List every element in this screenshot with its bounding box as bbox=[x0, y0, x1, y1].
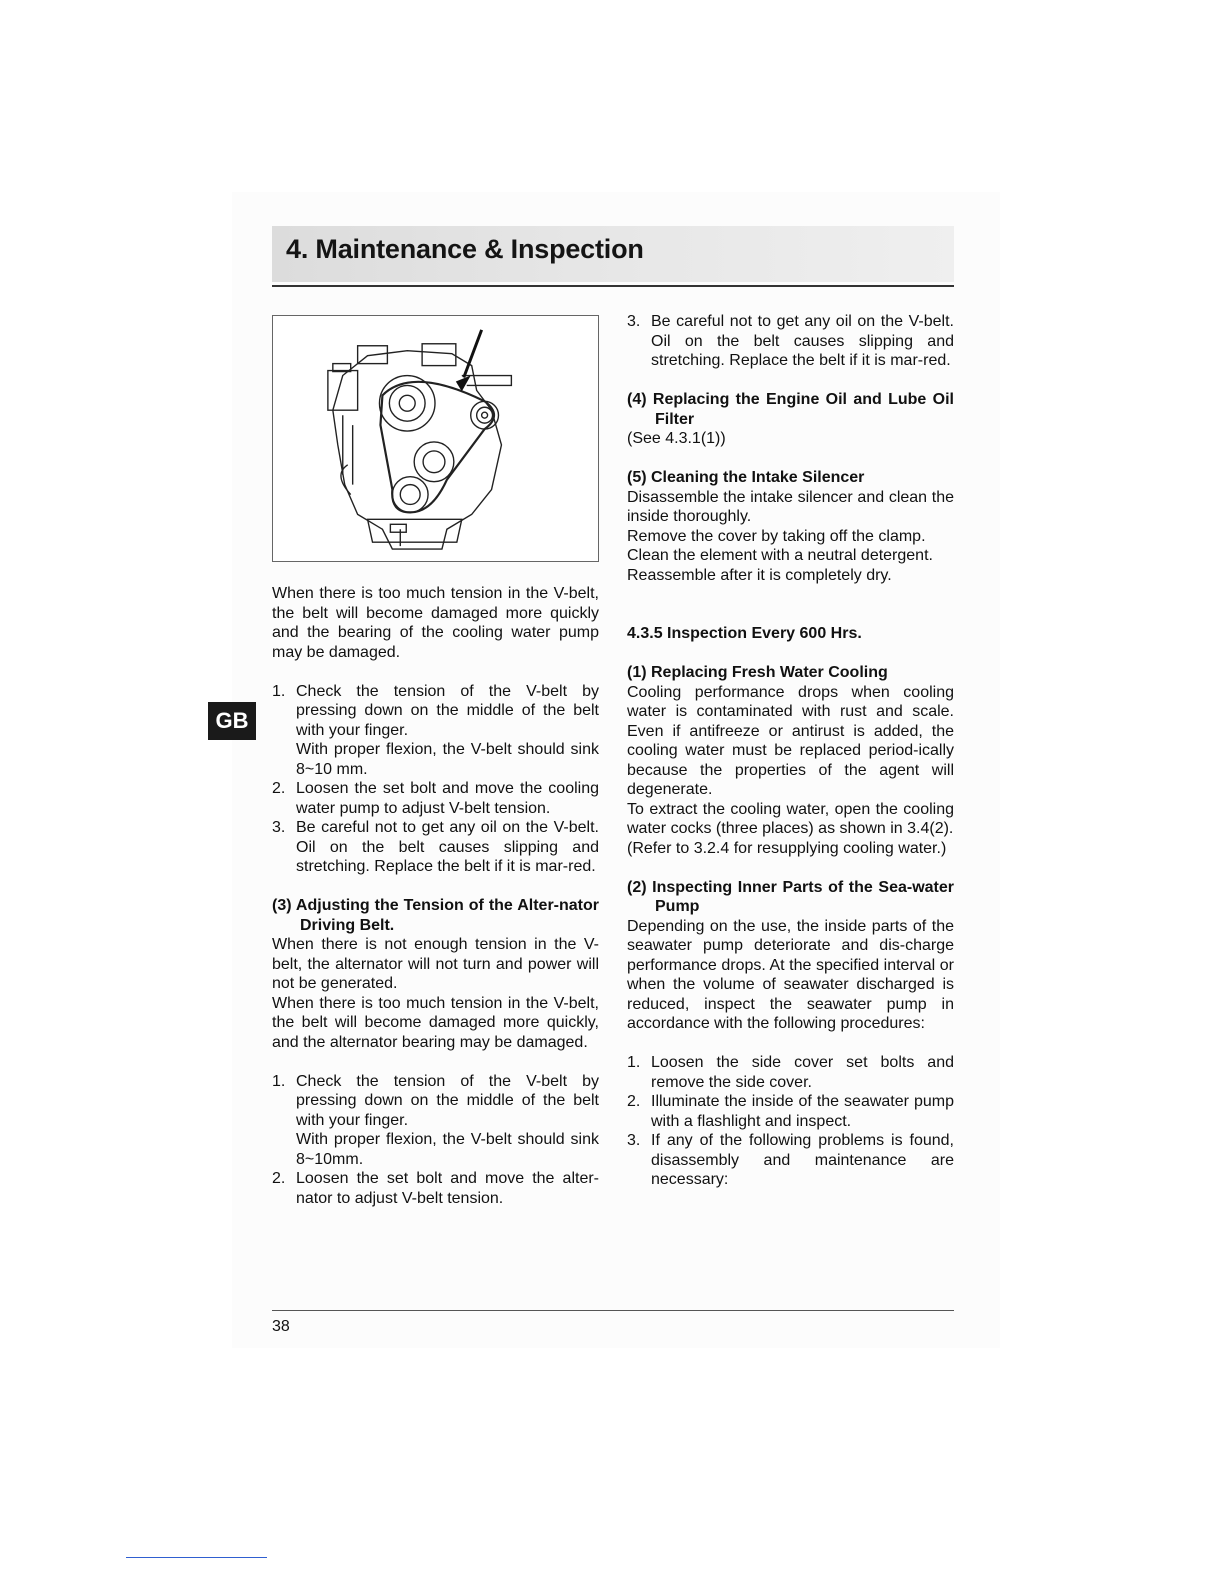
page-title: 4. Maintenance & Inspection bbox=[286, 234, 644, 264]
subsection-1-paragraph-1: Cooling performance drops when cooling water is contaminated with rust and scale. Even if antifreeze or antirust is added, the cooling water must be replaced period-ically because the properties of the agent will degenerate. bbox=[627, 683, 954, 798]
section-3-paragraph-1: When there is not enough tension in the V-belt, the alternator will not turn and power will not be generated. bbox=[272, 936, 599, 992]
list-item: 1. Check the tension of the V-belt by pressing down on the middle of the belt with your finger. With proper flexion, the V-belt should sink 8~10 mm. bbox=[272, 682, 599, 778]
section-5-paragraph-3: Clean the element with a neutral detergent. bbox=[627, 547, 933, 564]
footer-link-line bbox=[126, 1557, 267, 1558]
steps-list-c bbox=[627, 1053, 954, 1190]
list-item: 2. Loosen the set bolt and move the cooling water pump to adjust V-belt tension. bbox=[272, 780, 599, 817]
subsection-1-paragraph-3: (Refer to 3.2.4 for resupplying cooling water.) bbox=[627, 839, 947, 857]
list-item: 2. Loosen the set bolt and move the alter-nator to adjust V-belt tension. bbox=[272, 1170, 599, 1207]
section-3-heading: (3) Adjusting the Tension of the Alter-nator Driving Belt. bbox=[272, 897, 599, 934]
subsection-2-paragraph: Depending on the use, the inside parts of the seawater pump deteriorate and dis-charge performance drops. At the specified interval or when the volume of seawater discharged is reduced, inspect the seawater pump in accordance with the following procedures: bbox=[627, 917, 954, 1032]
list-item: 3. If any of the following problems is found, disassembly and maintenance are necessary: bbox=[627, 1132, 954, 1188]
right-column bbox=[627, 312, 954, 1209]
list-item: 3. Be careful not to get any oil on the V-belt. Oil on the belt causes slipping and stretching. Replace the belt if it is mar-red. bbox=[627, 313, 954, 369]
subsection-1-heading: (1) Replacing Fresh Water Cooling bbox=[627, 664, 888, 681]
intro-paragraph: When there is too much tension in the V-belt, the belt will become damaged more quickly and the bearing of the cooling water pump may be damaged. bbox=[272, 585, 599, 661]
engine-drawing bbox=[273, 316, 598, 561]
subsection-2-heading: (2) Inspecting Inner Parts of the Sea-water Pump bbox=[627, 878, 954, 915]
section-5-paragraph-2: Remove the cover by taking off the clamp. bbox=[627, 527, 926, 545]
list-item: 2. Illuminate the inside of the seawater pump with a flashlight and inspect. bbox=[627, 1093, 954, 1130]
subsection-1-paragraph-2: To extract the cooling water, open the cooling water cocks (three places) as shown in 3.4(2). bbox=[627, 800, 954, 837]
language-tab: GB bbox=[208, 702, 256, 740]
footer-rule bbox=[272, 1310, 954, 1311]
section-5-paragraph-1: Disassemble the intake silencer and clean the inside thoroughly. bbox=[627, 488, 954, 525]
section-4-heading: (4) Replacing the Engine Oil and Lube Oil Filter bbox=[627, 391, 954, 428]
list-item: 1. Check the tension of the V-belt by pressing down on the middle of the belt with your finger. With proper flexion, the V-belt should sink 8~10mm. bbox=[272, 1072, 599, 1168]
section-spacer bbox=[627, 585, 954, 624]
section-3-paragraph-2: When there is too much tension in the V-belt, the belt will become damaged more quickly, and the alternator bearing may be damaged. bbox=[272, 994, 599, 1051]
list-item: 1. Loosen the side cover set bolts and remove the side cover. bbox=[627, 1054, 954, 1091]
section-4-reference: (See 4.3.1(1)) bbox=[627, 430, 726, 447]
subsection-heading: 4.3.5 Inspection Every 600 Hrs. bbox=[627, 625, 862, 642]
section-5-heading: (5) Cleaning the Intake Silencer bbox=[627, 469, 865, 486]
list-item: 3. Be careful not to get any oil on the V-belt. Oil on the belt causes slipping and stretching. Replace the belt if it is mar-red. bbox=[272, 819, 599, 875]
section-5-paragraph-4: Reassemble after it is completely dry. bbox=[627, 566, 892, 584]
page-number: 38 bbox=[272, 1318, 290, 1335]
steps-list-b bbox=[272, 1072, 599, 1209]
steps-list-a bbox=[272, 682, 599, 877]
engine-figure bbox=[272, 315, 599, 562]
steps-list-continued bbox=[627, 312, 954, 371]
header-rule bbox=[272, 285, 954, 287]
left-column bbox=[272, 584, 599, 1228]
